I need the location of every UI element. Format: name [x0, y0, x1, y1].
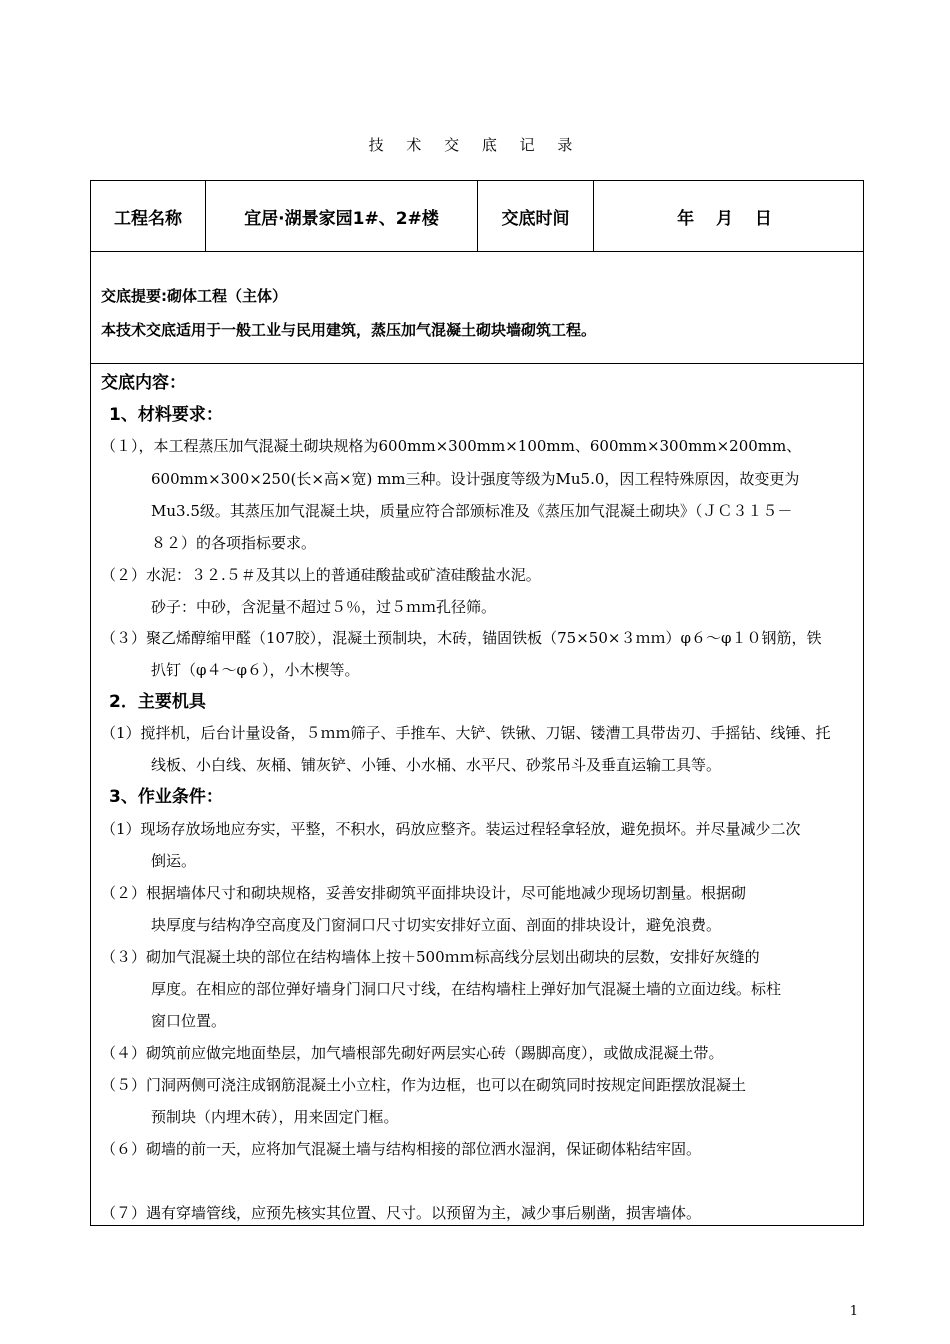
text-line: Mu3.5级。其蒸压加气混凝土块，质量应符合部颁标准及《蒸压加气混凝土砌块》（ＪＣ３１５－: [151, 502, 793, 520]
text-line: （1）现场存放场地应夯实，平整，不积水，码放应整齐。装运过程轻拿轻放，避免损坏。并尽量减少二次: [101, 820, 801, 838]
text-line: （３）砌加气混凝土块的部位在结构墙体上按＋500ｍｍ标高线分层划出砌块的层数，安排好灰缝的: [101, 948, 760, 966]
page-number: 1: [849, 1304, 858, 1319]
text-line: 扒钉（φ４～φ６），小木楔等。: [151, 661, 360, 679]
disclosure-time-value: 年 月 日: [677, 208, 780, 229]
text-line: （７）遇有穿墙管线，应预先核实其位置、尺寸。以预留为主，减少事后剔凿，损害墙体。: [101, 1204, 702, 1222]
content-heading: 交底内容：: [101, 373, 186, 393]
document-title: 技 术 交 底 记 录: [368, 136, 582, 154]
text-line: 块厚度与结构净空高度及门窗洞口尺寸切实安排好立面、剖面的排块设计，避免浪费。: [151, 916, 722, 934]
text-line: 预制块（内埋木砖），用来固定门框。: [151, 1108, 399, 1126]
project-name-label: 工程名称: [91, 181, 206, 251]
text-line: （４）砌筑前应做完地面垫层，加气墙根部先砌好两层实心砖（踢脚高度），或做成混凝土带。: [101, 1044, 724, 1062]
text-line: （３）聚乙烯醇缩甲醛（107胶），混凝土预制块，木砖，锚固铁板（75×50×３ｍｍ）φ６～φ１０钢筋，铁: [101, 629, 822, 647]
section-heading-tools: 2．主要机具: [109, 692, 206, 712]
text-line: （６）砌墙的前一天，应将加气混凝土墙与结构相接的部位洒水湿润，保证砌体粘结牢固。: [101, 1140, 702, 1158]
text-line: 砂子：中砂，含泥量不超过５％，过５ｍｍ孔径筛。: [151, 598, 497, 616]
disclosure-time-label: 交底时间: [478, 181, 594, 251]
project-name-value: 宜居·湖景家园1#、2#楼: [206, 181, 478, 251]
summary-section: [91, 251, 863, 364]
summary-title: 交底提要:砌体工程（主体）: [101, 287, 287, 305]
disclosure-table: [90, 180, 864, 1226]
summary-scope: 本技术交底适用于一般工业与民用建筑，蒸压加气混凝土砌块墙砌筑工程。: [101, 321, 597, 339]
section-heading-materials: 1、材料要求：: [109, 405, 223, 425]
text-line: 倒运。: [151, 852, 197, 870]
text-line: （５）门洞两侧可浇注成钢筋混凝土小立柱，作为边框，也可以在砌筑同时按规定间距摆放混凝土: [101, 1076, 747, 1094]
text-line: （２）根据墙体尺寸和砌块规格，妥善安排砌筑平面排块设计，尽可能地减少现场切割量。根据砌: [101, 884, 747, 902]
text-line: （1）搅拌机，后台计量设备，５ｍｍ筛子、手推车、大铲、铁锹、刀锯、镂漕工具带齿刃、手摇钻、线锤、托: [101, 724, 831, 742]
text-line: 窗口位置。: [151, 1012, 227, 1030]
text-line: 线板、小白线、灰桶、铺灰铲、小锤、小水桶、水平尺、砂浆吊斗及垂直运输工具等。: [151, 756, 722, 774]
text-line: 600mm×300×250(长×高×宽) mm三种。设计强度等级为Mu5.0，因工程特殊原因，故变更为: [151, 470, 800, 488]
section-heading-conditions: 3、作业条件：: [109, 787, 223, 807]
text-line: （１），本工程蒸压加气混凝土砌块规格为600mm×300mm×100mm、600mm×300mm×200mm、: [101, 437, 802, 455]
text-line: ８２）的各项指标要求。: [151, 534, 317, 552]
text-line: （２）水泥：３２.５＃及其以上的普通硅酸盐或矿渣硅酸盐水泥。: [101, 566, 541, 584]
text-line: 厚度。在相应的部位弹好墙身门洞口尺寸线，在结构墙柱上弹好加气混凝土墙的立面边线。标柱: [151, 980, 782, 998]
header-row: [91, 181, 863, 252]
